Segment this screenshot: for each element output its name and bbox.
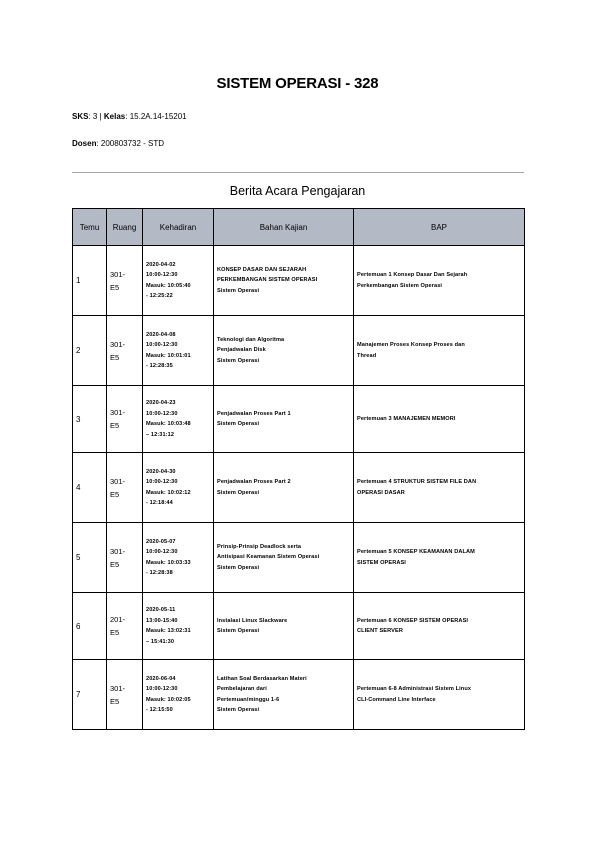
header-temu: Temu bbox=[73, 209, 107, 246]
header-kehadiran: Kehadiran bbox=[143, 209, 214, 246]
cell-bahan-kajian: Instalasi Linux Slackware Sistem Operasi bbox=[214, 593, 354, 660]
cell-ruang: 301- E5 bbox=[107, 453, 143, 523]
cell-bahan-kajian: Penjadwalan Proses Part 1 Sistem Operasi bbox=[214, 386, 354, 453]
cell-bahan-kajian: Prinsip-Prinsip Deadlock serta Antisipasi Keamanan Sistem Operasi Sistem Operasi bbox=[214, 523, 354, 593]
kelas-label: Kelas bbox=[103, 112, 126, 121]
header-bap: BAP bbox=[354, 209, 525, 246]
cell-bap: Pertemuan 4 STRUKTUR SISTEM FILE DAN OPERASI DASAR bbox=[354, 453, 525, 523]
header-ruang: Ruang bbox=[107, 209, 143, 246]
cell-kehadiran: 2020-05-07 10:00-12:30 Masuk: 10:03:33 - 12:28:38 bbox=[143, 523, 214, 593]
cell-ruang: 301- E5 bbox=[107, 386, 143, 453]
teaching-record-table bbox=[72, 208, 525, 730]
cell-bap: Pertemuan 6 KONSEP SISTEM OPERASI CLIENT SERVER bbox=[354, 593, 525, 660]
cell-bahan-kajian: Penjadwalan Proses Part 2 Sistem Operasi bbox=[214, 453, 354, 523]
table-row bbox=[73, 453, 525, 523]
cell-bap: Pertemuan 5 KONSEP KEAMANAN DALAM SISTEM OPERASI bbox=[354, 523, 525, 593]
cell-kehadiran: 2020-04-30 10:00-12:30 Masuk: 10:02:12 - 12:18:44 bbox=[143, 453, 214, 523]
dosen-label: Dosen bbox=[72, 139, 97, 148]
cell-bap: Pertemuan 1 Konsep Dasar Dan Sejarah Perkembangan Sistem Operasi bbox=[354, 246, 525, 316]
table-row bbox=[73, 246, 525, 316]
cell-kehadiran: 2020-05-11 13:00-15:40 Masuk: 13:02:31 – 15:41:30 bbox=[143, 593, 214, 660]
cell-temu: 1 bbox=[73, 246, 107, 316]
cell-bap: Manajemen Proses Konsep Proses dan Thread bbox=[354, 316, 525, 386]
cell-kehadiran: 2020-04-08 10:00-12:30 Masuk: 10:01:01 - 12:28:35 bbox=[143, 316, 214, 386]
sks-value: : 3 | bbox=[88, 112, 102, 121]
cell-bahan-kajian: KONSEP DASAR DAN SEJARAH PERKEMBANGAN SISTEM OPERASI Sistem Operasi bbox=[214, 246, 354, 316]
table-row bbox=[73, 593, 525, 660]
cell-temu: 3 bbox=[73, 386, 107, 453]
cell-kehadiran: 2020-06-04 10:00-12:30 Masuk: 10:02:05 - 12:15:50 bbox=[143, 660, 214, 730]
table-header-row bbox=[73, 209, 525, 246]
cell-ruang: 301- E5 bbox=[107, 660, 143, 730]
cell-bahan-kajian: Latihan Soal Berdasarkan Materi Pembelajaran dari Pertemuan/minggu 1-6 Sistem Operasi bbox=[214, 660, 354, 730]
cell-temu: 4 bbox=[73, 453, 107, 523]
cell-kehadiran: 2020-04-23 10:00-12:30 Masuk: 10:03:48 – 12:31:12 bbox=[143, 386, 214, 453]
table-row bbox=[73, 386, 525, 453]
cell-bahan-kajian: Teknologi dan Algoritma Penjadwalan Disk Sistem Operasi bbox=[214, 316, 354, 386]
cell-bap: Pertemuan 6-8 Administrasi Sistem Linux CLI-Command Line Interface bbox=[354, 660, 525, 730]
cell-ruang: 201- E5 bbox=[107, 593, 143, 660]
cell-ruang: 301- E5 bbox=[107, 246, 143, 316]
cell-temu: 2 bbox=[73, 316, 107, 386]
cell-ruang: 301- E5 bbox=[107, 523, 143, 593]
cell-temu: 5 bbox=[73, 523, 107, 593]
lecturer-meta-line bbox=[72, 139, 164, 148]
table-row bbox=[73, 523, 525, 593]
cell-temu: 7 bbox=[73, 660, 107, 730]
course-meta-line bbox=[72, 112, 187, 121]
cell-ruang: 301- E5 bbox=[107, 316, 143, 386]
table-row bbox=[73, 660, 525, 730]
section-title: Berita Acara Pengajaran bbox=[229, 184, 366, 198]
cell-bap: Pertemuan 3 MANAJEMEN MEMORI bbox=[354, 386, 525, 453]
page-title: SISTEM OPERASI - 328 bbox=[216, 75, 379, 92]
kelas-value: : 15.2A.14-15201 bbox=[125, 112, 187, 121]
divider bbox=[72, 172, 524, 173]
table-row bbox=[73, 316, 525, 386]
header-bahan-kajian: Bahan Kajian bbox=[214, 209, 354, 246]
sks-label: SKS bbox=[72, 112, 89, 121]
cell-kehadiran: 2020-04-02 10:00-12:30 Masuk: 10:05:40 - 12:25:22 bbox=[143, 246, 214, 316]
cell-temu: 6 bbox=[73, 593, 107, 660]
dosen-value: : 200803732 - STD bbox=[96, 139, 165, 148]
